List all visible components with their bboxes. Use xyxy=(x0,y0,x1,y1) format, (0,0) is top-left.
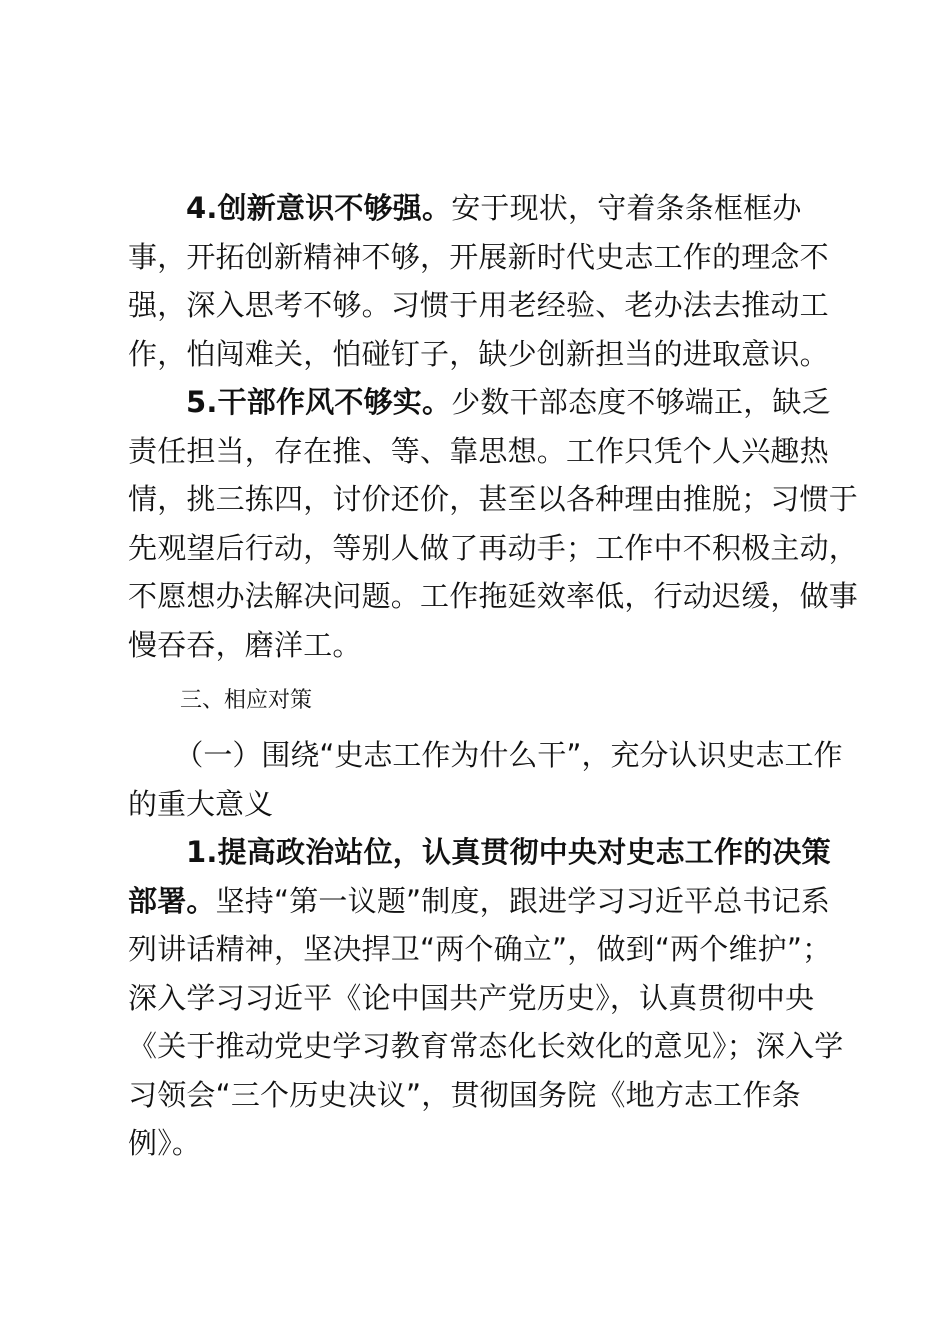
paragraph-lead-bold: 5.干部作风不够实。 xyxy=(186,385,452,419)
section-heading: 三、相应对策 xyxy=(180,688,313,713)
paragraph-work-style xyxy=(128,378,858,669)
paragraph-lead-bold: 1.提高政治站位，认真贯彻中央对史志工作的决策部署。 xyxy=(128,835,831,918)
paragraph-text: 少数干部态度不够端正，缺乏责任担当，存在推、等、靠思想。工作只凭个人兴趣热情，挑三拣四，讨价还价，甚至以各种理由推脱；习惯于先观望后行动，等别人做了再动手；工作中不积极主动，不愿想办法解决问题。工作拖延效率低，行动迟缓，做事慢吞吞，磨洋工。 xyxy=(128,385,859,662)
paragraph-innovation xyxy=(128,184,858,378)
paragraph-political-stance xyxy=(128,828,858,1168)
document-body xyxy=(128,184,858,1168)
paragraph-text: 坚持“第一议题”制度，跟进学习习近平总书记系列讲话精神，坚决捍卫“两个确立”，做到“两个维护”；深入学习习近平《论中国共产党历史》，认真贯彻中央《关于推动党史学习教育常态化长效化的意见》；深入学习领会“三个历史决议”，贯彻国务院《地方志工作条例》。 xyxy=(128,883,844,1160)
paragraph-lead-bold: 4.创新意识不够强。 xyxy=(186,191,452,225)
paragraph-text: 安于现状，守着条条框框办事，开拓创新精神不够，开展新时代史志工作的理念不强，深入思考不够。习惯于用老经验、老办法去推动工作，怕闯难关，怕碰钉子，缺少创新担当的进取意识。 xyxy=(128,191,829,371)
subsection-heading: （一）围绕“史志工作为什么干”，充分认识史志工作的重大意义 xyxy=(128,738,843,821)
